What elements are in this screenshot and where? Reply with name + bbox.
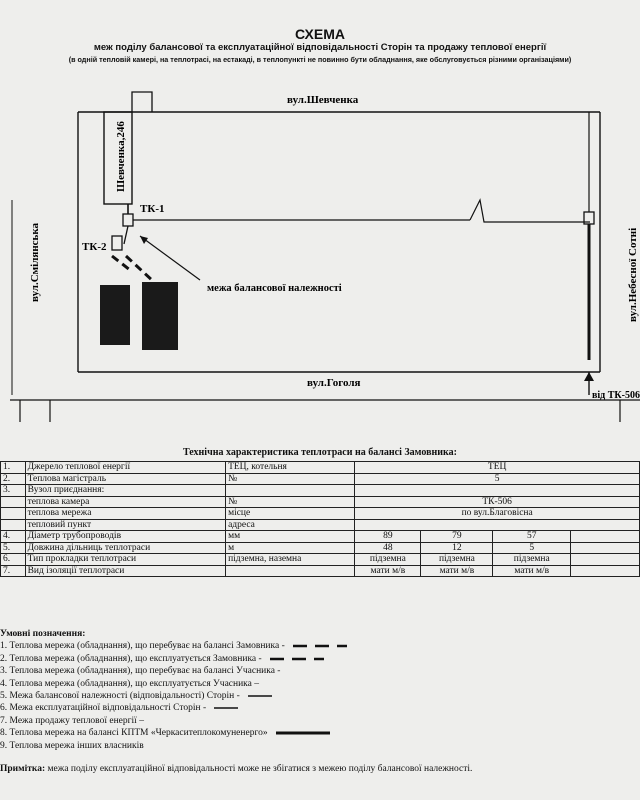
- row-num: 4.: [1, 531, 26, 543]
- table-row: [1, 531, 640, 543]
- table-row: [1, 496, 640, 508]
- row-unit: м: [226, 542, 355, 554]
- tk2-label: ТК-2: [82, 241, 107, 253]
- row-num: [1, 496, 26, 508]
- legend-item: [0, 640, 640, 652]
- row-unit: підземна, наземна: [226, 554, 355, 566]
- legend-line-sample: [291, 642, 351, 650]
- row-num: 5.: [1, 542, 26, 554]
- tank-block-2: [142, 282, 178, 350]
- row-num: 3.: [1, 485, 26, 497]
- legend-item: [0, 702, 640, 714]
- street-top-label: вул.Шевченка: [287, 94, 359, 106]
- building-label: Шевченка,246: [115, 121, 127, 192]
- row-unit: ТЕЦ, котельня: [226, 462, 355, 474]
- row-empty: [571, 542, 640, 554]
- pipe-break: [470, 200, 590, 222]
- row-name: тепловий пункт: [25, 519, 226, 531]
- row-num: 7.: [1, 565, 26, 577]
- row-value: 5: [355, 473, 640, 485]
- row-value: ТК-506: [355, 496, 640, 508]
- note-text: межа поділу експлуатаційної відповідальності може не збігатися з межею поділу балансової належності.: [45, 764, 473, 774]
- legend-item-text: 9. Теплова мережа інших власників: [0, 740, 144, 751]
- boundary-pointer-head: [140, 236, 148, 244]
- row-unit: №: [226, 496, 355, 508]
- row-unit: №: [226, 473, 355, 485]
- row-value: мати м/в: [421, 565, 493, 577]
- legend-item: [0, 665, 640, 677]
- row-value: мати м/в: [493, 565, 571, 577]
- legend-item-text: 8. Теплова мережа на балансі КПТМ «Черкаситеплокомуненерго»: [0, 728, 268, 739]
- note-label: Примітка:: [0, 764, 46, 774]
- row-value: підземна: [421, 554, 493, 566]
- page-subtitle: меж поділу балансової та експлуатаційної відповідальності Сторін та продажу теплової енергії: [93, 42, 547, 53]
- row-value: 79: [421, 531, 493, 543]
- row-name: Вид ізоляції теплотраси: [25, 565, 226, 577]
- legend-item-text: 4. Теплова мережа (обладнання), що експлуатується Учасника –: [0, 678, 259, 689]
- page-title: СХЕМА: [294, 26, 346, 42]
- arrow-head: [584, 372, 594, 381]
- legend-item: [0, 690, 640, 702]
- row-num: 2.: [1, 473, 26, 485]
- row-value: 57: [493, 531, 571, 543]
- row-empty: [571, 565, 640, 577]
- table-row: [1, 508, 640, 520]
- row-name: Вузол приєднання:: [25, 485, 226, 497]
- tk1-chamber: [123, 214, 133, 226]
- row-num: [1, 519, 26, 531]
- row-num: [1, 508, 26, 520]
- legend-item-text: 7. Межа продажу теплової енергії –: [0, 715, 144, 726]
- street-right-label: вул.Небесної Сотні: [627, 227, 639, 322]
- row-unit: місце: [226, 508, 355, 520]
- tank-block-1: [100, 285, 130, 345]
- legend-line-sample: [212, 704, 242, 712]
- row-value: підземна: [493, 554, 571, 566]
- row-value: ТЕЦ: [355, 462, 640, 474]
- building-annex: [132, 92, 152, 112]
- legend-line-sample: [246, 692, 276, 700]
- tech-table: [0, 461, 640, 577]
- row-unit: мм: [226, 531, 355, 543]
- row-name: Джерело теплової енергії: [25, 462, 226, 474]
- row-num: 6.: [1, 554, 26, 566]
- row-name: Тип прокладки теплотраси: [25, 554, 226, 566]
- pipe-dashed-2: [126, 256, 154, 282]
- legend-line-sample: [268, 655, 328, 663]
- row-value: [355, 485, 640, 497]
- table-row: [1, 462, 640, 474]
- legend-item: [0, 715, 640, 727]
- row-value: [355, 519, 640, 531]
- table-row: [1, 473, 640, 485]
- tk1-label: ТК-1: [140, 203, 165, 215]
- row-empty: [571, 554, 640, 566]
- row-unit: адреса: [226, 519, 355, 531]
- legend-line-sample: [274, 729, 334, 737]
- row-name: Теплова магістраль: [25, 473, 226, 485]
- legend-item: [0, 653, 640, 665]
- legend-item-text: 2. Теплова мережа (обладнання), що експлуатується Замовника -: [0, 653, 262, 664]
- note: [0, 764, 472, 774]
- legend-item: [0, 678, 640, 690]
- legend-item: [0, 727, 640, 739]
- table-row: [1, 519, 640, 531]
- table-row: [1, 485, 640, 497]
- row-value: 48: [355, 542, 421, 554]
- table-row: [1, 554, 640, 566]
- row-empty: [571, 531, 640, 543]
- table-row: [1, 542, 640, 554]
- legend-item-text: 6. Межа експлуатаційної відповідальності Сторін -: [0, 703, 207, 714]
- page-subtitle-note: (в одній тепловій камері, на теплотрасі, на естакаді, в теплопункті не повинно бути обладнання, яке обслуговується різними організаціями): [68, 55, 572, 64]
- tech-title: Технічна характеристика теплотраси на балансі Замовника:: [183, 447, 457, 458]
- boundary-label: межа балансової належності: [207, 283, 342, 294]
- street-left-label: вул.Смілянська: [29, 222, 41, 302]
- row-name: теплова мережа: [25, 508, 226, 520]
- row-value: 89: [355, 531, 421, 543]
- row-num: 1.: [1, 462, 26, 474]
- row-value: мати м/в: [355, 565, 421, 577]
- legend-item-text: 1. Теплова мережа (обладнання), що перебуває на балансі Замовника -: [0, 641, 285, 652]
- row-value: 5: [493, 542, 571, 554]
- table-row: [1, 565, 640, 577]
- boundary-pointer: [140, 236, 200, 280]
- street-bottom-label: вул.Гоголя: [307, 377, 361, 389]
- row-name: Діаметр трубопроводів: [25, 531, 226, 543]
- row-unit: [226, 565, 355, 577]
- row-value: підземна: [355, 554, 421, 566]
- row-value: по вул.Благовісна: [355, 508, 640, 520]
- pipe-tk1-tk2: [124, 226, 128, 244]
- legend-item-text: 5. Межа балансової належності (відповідальності) Сторін -: [0, 691, 240, 702]
- row-name: теплова камера: [25, 496, 226, 508]
- legend: [0, 628, 640, 752]
- legend-item-text: 3. Теплова мережа (обладнання), що перебуває на балансі Учасника -: [0, 666, 281, 677]
- row-value: 12: [421, 542, 493, 554]
- row-name: Довжина дільниць теплотраси: [25, 542, 226, 554]
- tk2-chamber: [112, 236, 122, 250]
- from-tk-label: від ТК-506: [592, 390, 640, 401]
- legend-title: Умовні позначення:: [0, 629, 86, 639]
- legend-item: [0, 740, 640, 752]
- row-unit: [226, 485, 355, 497]
